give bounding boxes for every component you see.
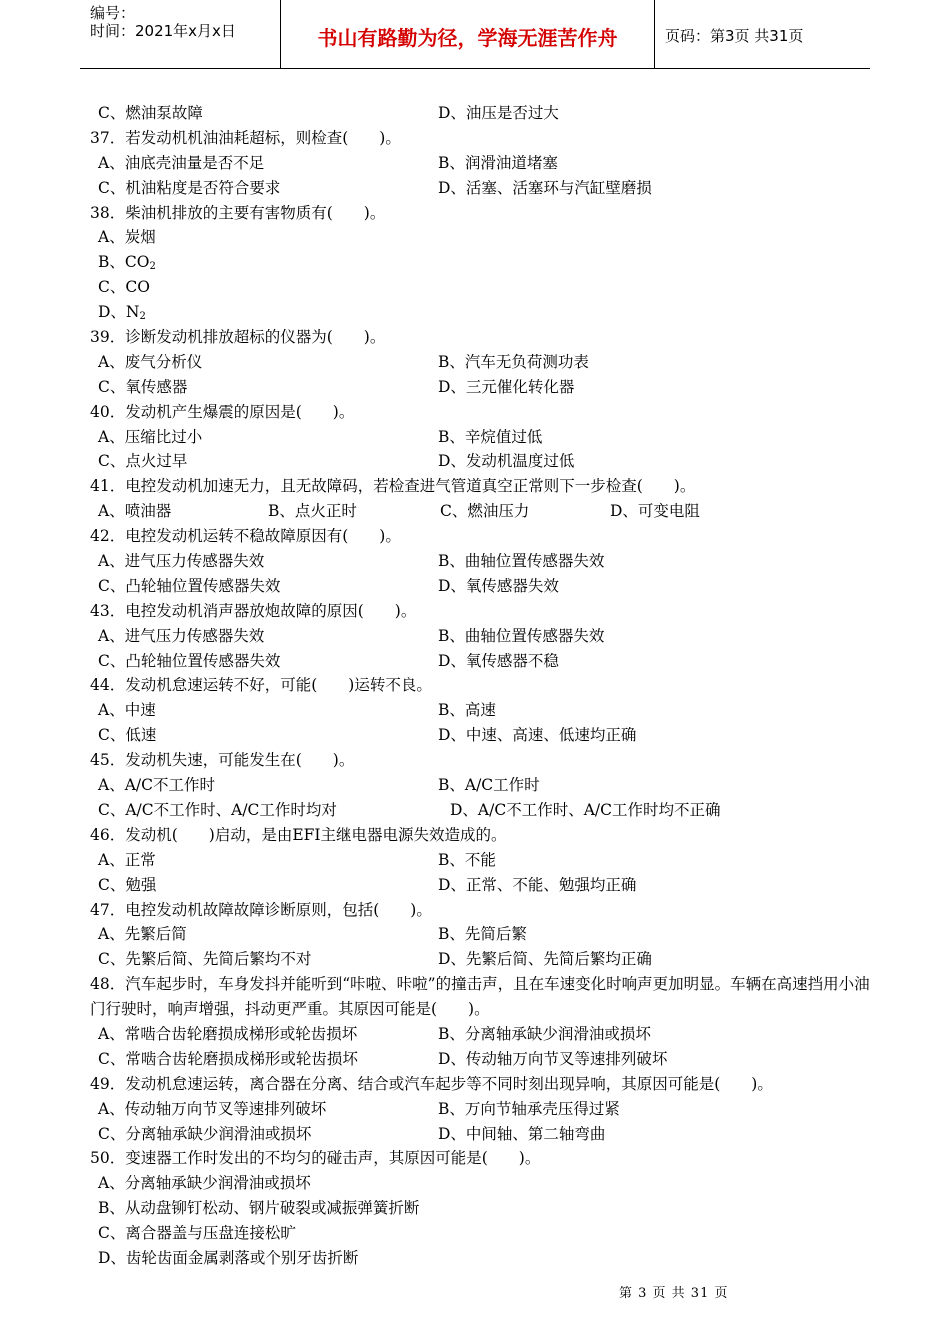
question-stem (90, 1072, 870, 1097)
answer-option: C、常啮合齿轮磨损成梯形或轮齿损坏 (98, 1049, 358, 1068)
answer-option: D、氧传感器失效 (438, 576, 559, 595)
answer-option: D、氧传感器不稳 (438, 651, 559, 670)
answer-option: D、中速、高速、低速均正确 (438, 726, 637, 745)
option-row (90, 698, 870, 723)
question-text: 42．电控发动机运转不稳故障原因有( )。 (90, 527, 401, 546)
page-header (80, 0, 870, 69)
question-stem (90, 474, 870, 499)
question-stem (90, 325, 870, 350)
answer-option (90, 1196, 870, 1221)
question-text: 49．发动机怠速运转，离合器在分离、结合或汽车起步等不同时刻出现异响，其原因可能是( )。 (90, 1074, 773, 1093)
answer-option: A、油底壳油量是否不足 (98, 153, 265, 172)
option-text: A、分离轴承缺少润滑油或损坏 (98, 1174, 311, 1193)
answer-option (90, 225, 870, 250)
option-row (90, 101, 870, 126)
answer-option: D、正常、不能、勉强均正确 (438, 875, 637, 894)
answer-option (90, 250, 870, 275)
option-text: D、N (98, 303, 140, 322)
question-text: 47．电控发动机故障故障诊断原则，包括( )。 (90, 900, 432, 919)
option-row (90, 549, 870, 574)
answer-option: C、点火过早 (98, 452, 188, 471)
answer-option: A、进气压力传感器失效 (98, 552, 265, 571)
answer-option: B、分离轴承缺少润滑油或损坏 (438, 1024, 651, 1043)
answer-option (90, 275, 870, 300)
question-text: 37．若发动机机油油耗超标，则检查( )。 (90, 128, 401, 147)
answer-option: D、中间轴、第二轴弯曲 (438, 1124, 606, 1143)
question-text: 38．柴油机排放的主要有害物质有( )。 (90, 203, 386, 222)
question-stem: 48．汽车起步时，车身发抖并能听到“咔啦、咔啦”的撞击声，且在车速变化时响声更加明显。车辆在高速挡用小油门行驶时，响声增强，抖动更严重。其原因可能是( )。 (90, 975, 870, 1019)
option-text: A、炭烟 (98, 228, 156, 247)
answer-option: D、A/C不工作时、A/C工作时均不正确 (450, 800, 721, 819)
question-text: 41．电控发动机加速无力，且无故障码，若检查进气管道真空正常则下一步检查( )。 (90, 477, 696, 496)
header-motto-cell (281, 0, 655, 68)
question-text: 45．发动机失速，可能发生在( )。 (90, 751, 355, 770)
answer-option: B、不能 (438, 850, 496, 869)
option-row (90, 1022, 870, 1047)
number-label: 编号： (90, 4, 136, 22)
option-row (90, 798, 870, 823)
answer-option: A、进气压力传感器失效 (98, 626, 265, 645)
question-stem (90, 400, 870, 425)
header-meta (80, 0, 281, 68)
answer-option: C、低速 (98, 726, 157, 745)
answer-option: A、废气分析仪 (98, 352, 203, 371)
document-body (90, 101, 870, 1271)
answer-option: A、A/C不工作时 (98, 776, 215, 795)
header-page-cell (655, 0, 870, 68)
answer-option: B、高速 (438, 701, 496, 720)
answer-option: D、油压是否过大 (438, 104, 559, 122)
option-row (90, 449, 870, 474)
question-stem (90, 599, 870, 624)
answer-option: A、中速 (98, 701, 156, 720)
option-row (90, 649, 870, 674)
option-text: D、齿轮齿面金属剥落或个别牙齿折断 (98, 1249, 359, 1267)
question-stem (90, 524, 870, 549)
option-row (90, 922, 870, 947)
option-row (90, 499, 870, 524)
option-row (90, 624, 870, 649)
option-text: C、CO (98, 278, 150, 297)
answer-option: A、压缩比过小 (98, 427, 203, 446)
answer-option: D、三元催化转化器 (438, 377, 575, 396)
option-row (90, 375, 870, 400)
answer-option: C、燃油泵故障 (98, 104, 203, 122)
answer-option: B、曲轴位置传感器失效 (438, 552, 605, 571)
answer-option: A、传动轴万向节叉等速排列破坏 (98, 1099, 327, 1118)
subscript: 2 (149, 261, 156, 273)
answer-option: D、可变电阻 (610, 502, 700, 521)
answer-option: D、传动轴万向节叉等速排列破坏 (438, 1049, 668, 1068)
option-text: B、CO (98, 253, 150, 272)
answer-option: C、勉强 (98, 875, 157, 894)
question-text: 46．发动机( )启动，是由EFI主继电器电源失效造成的。 (90, 825, 507, 844)
option-row (90, 723, 870, 748)
question-stem (90, 748, 870, 773)
answer-option: B、曲轴位置传感器失效 (438, 626, 605, 645)
option-row (90, 350, 870, 375)
answer-option: D、活塞、活塞环与汽缸壁磨损 (438, 178, 652, 197)
answer-option: C、氧传感器 (98, 377, 188, 396)
option-row (90, 848, 870, 873)
question-stem (90, 1146, 870, 1171)
answer-option: C、A/C不工作时、A/C工作时均对 (98, 800, 337, 819)
answer-option: C、凸轮轴位置传感器失效 (98, 576, 281, 595)
answer-option: A、喷油器 (98, 502, 172, 521)
answer-option (90, 1246, 870, 1271)
answer-option (90, 300, 870, 325)
answer-option: A、先繁后简 (98, 925, 187, 944)
answer-option: C、凸轮轴位置传感器失效 (98, 651, 281, 670)
answer-option: B、辛烷值过低 (438, 427, 543, 446)
question-stem (90, 898, 870, 923)
answer-option: C、燃油压力 (440, 502, 530, 521)
answer-option: D、先繁后简、先简后繁均正确 (438, 950, 652, 969)
option-row (90, 176, 870, 201)
answer-option: B、汽车无负荷测功表 (438, 352, 589, 371)
answer-option: A、正常 (98, 850, 156, 869)
question-stem (90, 823, 870, 848)
option-row (90, 425, 870, 450)
answer-option: B、点火正时 (268, 502, 357, 521)
option-row (90, 151, 870, 176)
option-row (90, 574, 870, 599)
option-row (90, 873, 870, 898)
option-row (90, 1097, 870, 1122)
question-stem (90, 126, 870, 151)
option-text: B、从动盘铆钉松动、钢片破裂或减振弹簧折断 (98, 1199, 420, 1218)
answer-option: B、先简后繁 (438, 925, 527, 944)
page-footer: 第 3 页 共 31 页 (619, 1286, 729, 1301)
answer-option: B、A/C工作时 (438, 776, 540, 795)
answer-option (90, 1221, 870, 1246)
answer-option (90, 1171, 870, 1196)
subscript: 2 (139, 311, 146, 323)
question-stem (90, 201, 870, 226)
motto: 书山有路勤为径，学海无涯苦作舟 (317, 26, 618, 50)
answer-option: B、润滑油道堵塞 (438, 153, 558, 172)
answer-option: A、常啮合齿轮磨损成梯形或轮齿损坏 (98, 1024, 358, 1043)
page-number-label: 页码：第3页 共31页 (665, 27, 804, 45)
answer-option: D、发动机温度过低 (438, 452, 575, 471)
question-text: 40．发动机产生爆震的原因是( )。 (90, 402, 355, 421)
option-row (90, 947, 870, 972)
question-text: 43．电控发动机消声器放炮故障的原因( )。 (90, 601, 417, 620)
answer-option: B、万向节轴承壳压得过紧 (438, 1099, 620, 1118)
time-label: 时间：2021年x月x日 (90, 22, 236, 40)
option-row (90, 1122, 870, 1147)
question-text: 39．诊断发动机排放超标的仪器为( )。 (90, 328, 386, 347)
option-row (90, 773, 870, 798)
option-text: C、离合器盖与压盘连接松旷 (98, 1224, 296, 1243)
option-row (90, 1047, 870, 1072)
answer-option: C、机油粘度是否符合要求 (98, 178, 281, 197)
question-text: 50．变速器工作时发出的不均匀的碰击声，其原因可能是( )。 (90, 1149, 541, 1168)
question-stem (90, 673, 870, 698)
answer-option: C、先繁后简、先简后繁均不对 (98, 950, 312, 969)
question-text: 44．发动机怠速运转不好，可能( )运转不良。 (90, 676, 432, 695)
answer-option: C、分离轴承缺少润滑油或损坏 (98, 1124, 312, 1143)
